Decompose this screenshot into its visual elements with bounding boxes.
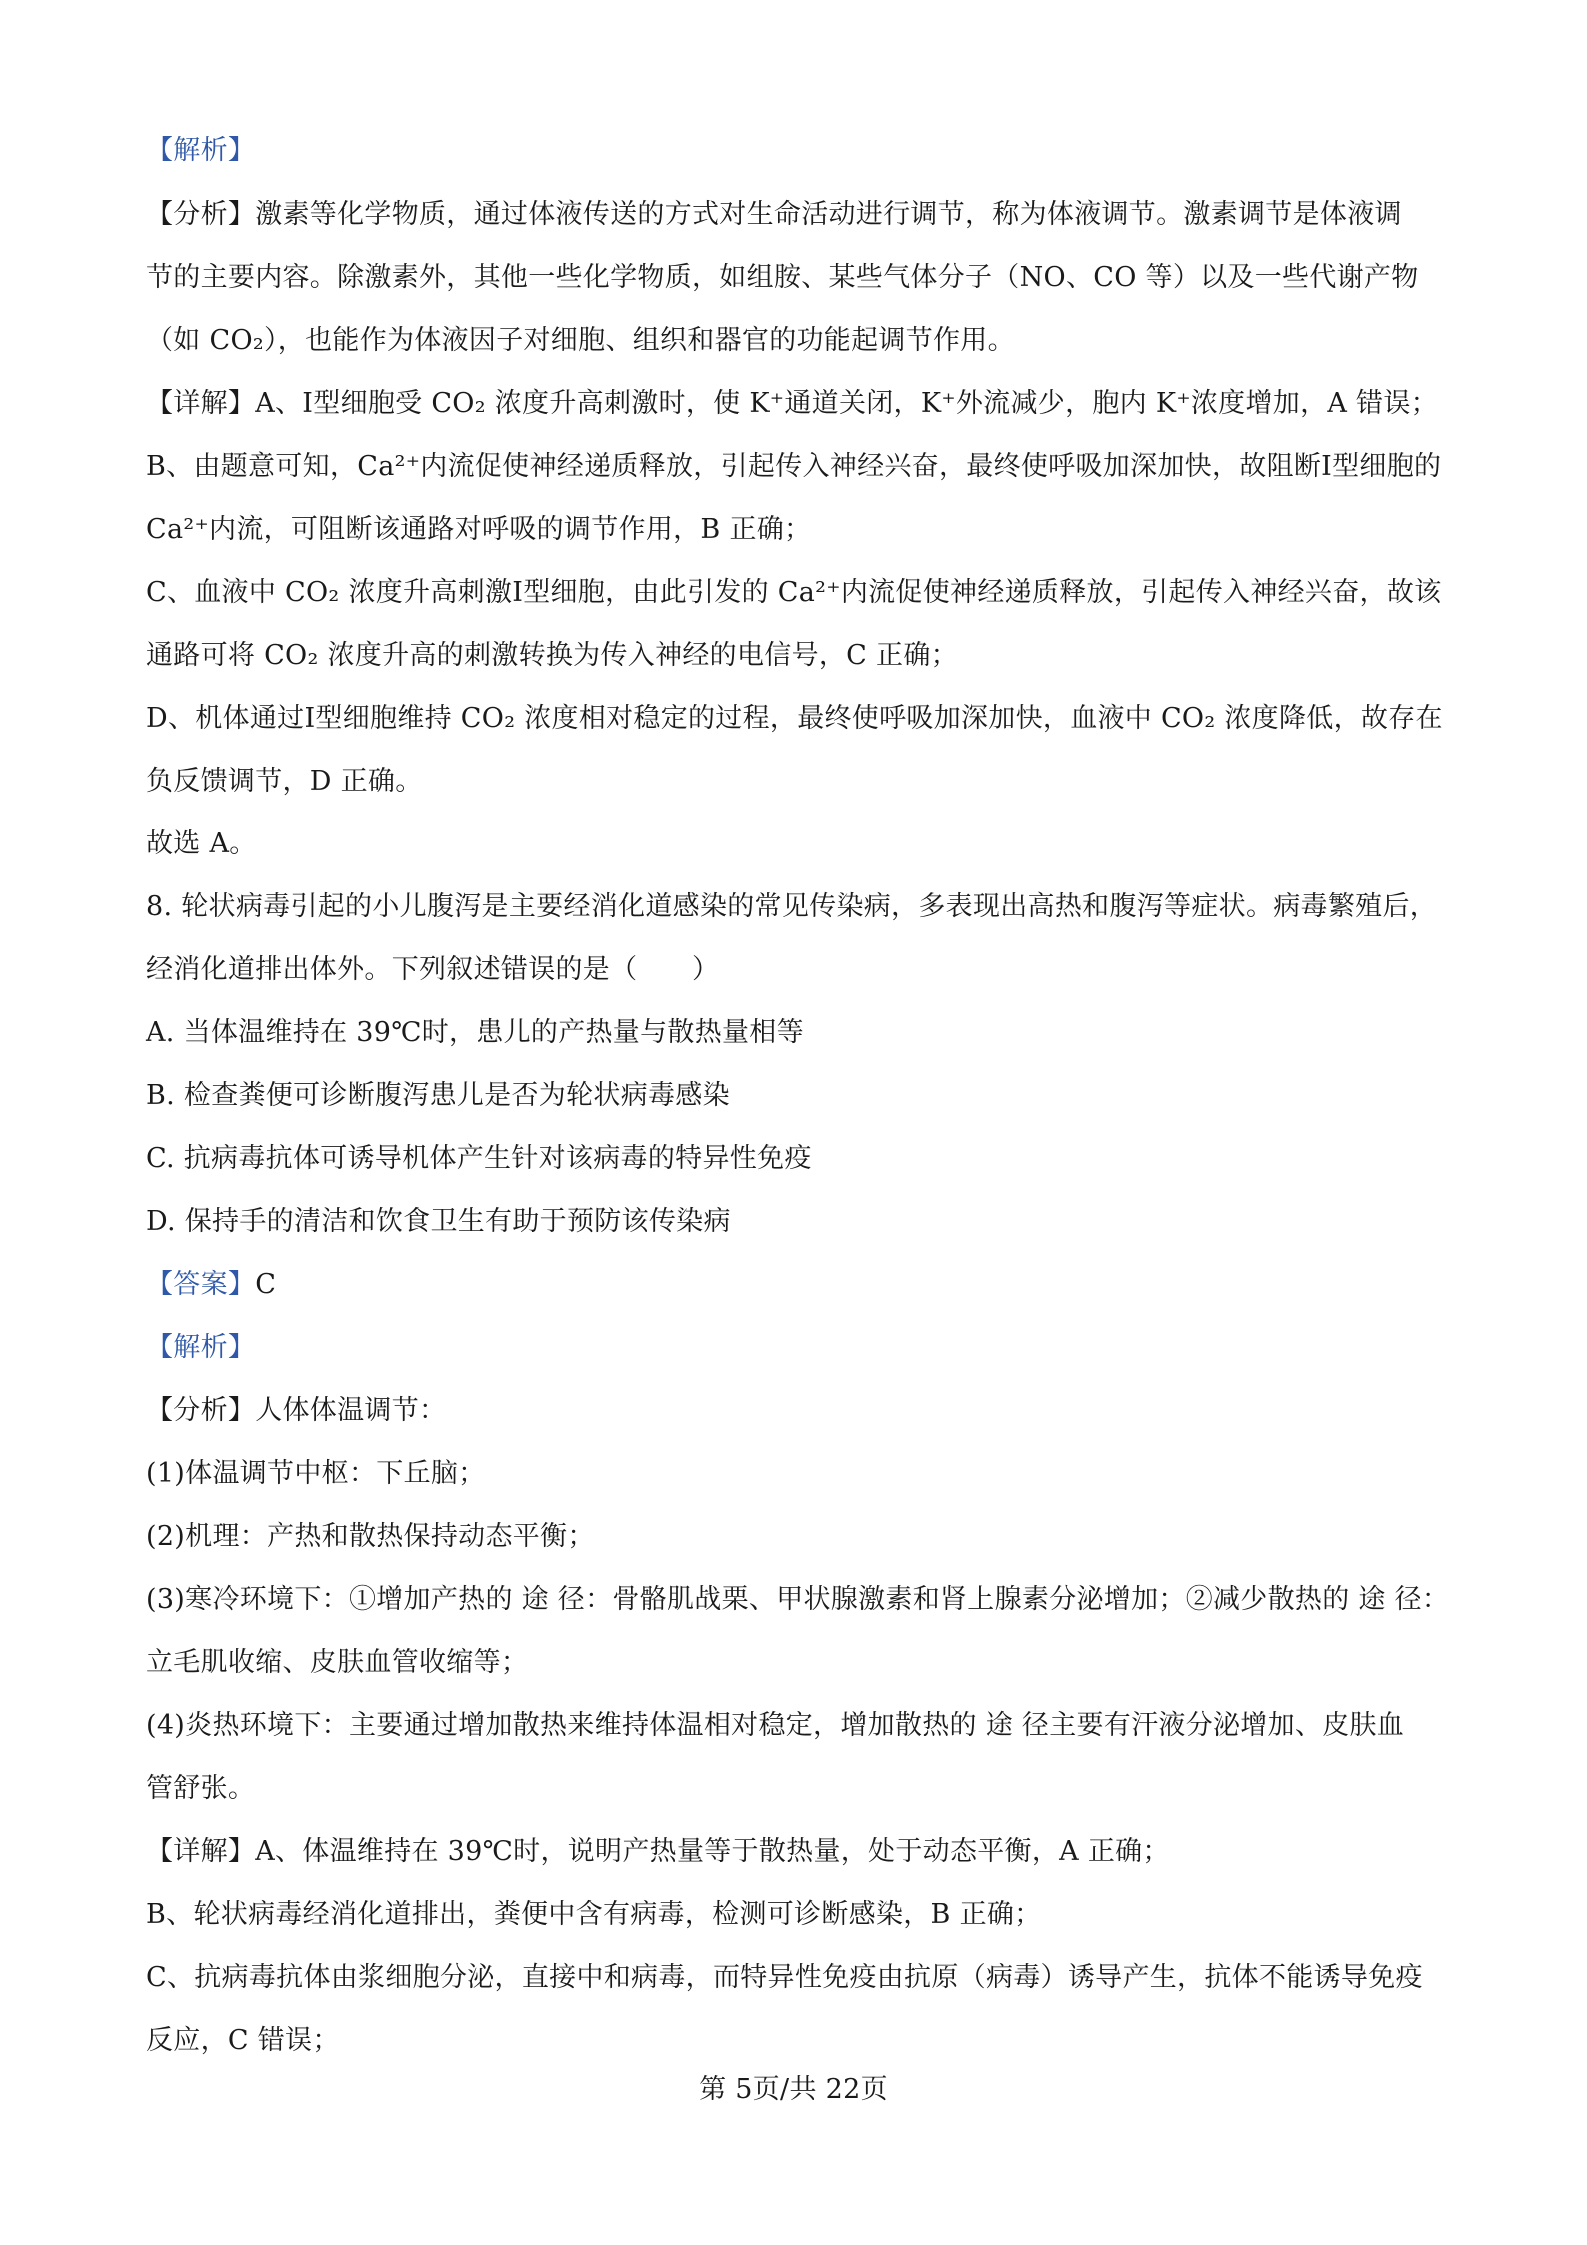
analysis-line-2: 节的主要内容。除激素外，其他一些化学物质，如组胺、某些气体分子（NO、CO 等）以及一些代谢产物: [146, 262, 1419, 293]
detail2-line-c1: C、抗病毒抗体由浆细胞分泌，直接中和病毒，而特异性免疫由抗原（病毒）诱导产生，抗体不能诱导免疫: [146, 1962, 1423, 1993]
analysis-line-3: （如 CO₂），也能作为体液因子对细胞、组织和器官的功能起调节作用。: [146, 325, 1015, 356]
detail2-line-b: B、轮状病毒经消化道排出，粪便中含有病毒，检测可诊断感染，B 正确；: [146, 1899, 1042, 1930]
detail-line-b2: Ca²⁺内流，可阻断该通路对呼吸的调节作用，B 正确；: [146, 514, 812, 545]
option-c: C. 抗病毒抗体可诱导机体产生针对该病毒的特异性免疫: [146, 1143, 812, 1174]
option-a: A. 当体温维持在 39℃时，患儿的产热量与散热量相等: [146, 1017, 804, 1048]
answer-line: [146, 1267, 276, 1303]
section-tag-jiexi-2: 【解析】: [146, 1332, 256, 1363]
analysis2-line-4: (3)寒冷环境下：①增加产热的 途 径：骨骼肌战栗、甲状腺激素和肾上腺素分泌增加；②减少散热的 途 径：: [146, 1584, 1450, 1615]
analysis2-line-7: 管舒张。: [146, 1773, 256, 1804]
analysis2-line-1: 【分析】人体体温调节：: [146, 1395, 447, 1426]
answer-value: C: [255, 1269, 277, 1300]
analysis2-line-3: (2)机理：产热和散热保持动态平衡；: [146, 1521, 595, 1552]
detail-line-d1: D、机体通过I型细胞维持 CO₂ 浓度相对稳定的过程，最终使呼吸加深加快，血液中 CO₂ 浓度降低，故存在: [146, 703, 1443, 734]
analysis-line-1: 【分析】激素等化学物质，通过体液传送的方式对生命活动进行调节，称为体液调节。激素调节是体液调: [146, 199, 1402, 230]
option-d: D. 保持手的清洁和饮食卫生有助于预防该传染病: [146, 1206, 731, 1237]
detail-line-a: 【详解】A、I型细胞受 CO₂ 浓度升高刺激时，使 K⁺通道关闭，K⁺外流减少，胞内 K⁺浓度增加，A 错误；: [146, 388, 1438, 419]
detail2-line-a: 【详解】A、体温维持在 39℃时，说明产热量等于散热量，处于动态平衡，A 正确；: [146, 1836, 1170, 1867]
question-8-line-2: 经消化道排出体外。下列叙述错误的是（ ）: [146, 954, 720, 985]
option-b: B. 检查粪便可诊断腹泻患儿是否为轮状病毒感染: [146, 1080, 730, 1111]
detail-line-d2: 负反馈调节，D 正确。: [146, 766, 423, 797]
detail-line-b1: B、由题意可知，Ca²⁺内流促使神经递质释放，引起传入神经兴奋，最终使呼吸加深加快，故阻断I型细胞的: [146, 451, 1442, 482]
detail-line-c1: C、血液中 CO₂ 浓度升高刺激I型细胞，由此引发的 Ca²⁺内流促使神经递质释放，引起传入神经兴奋，故该: [146, 577, 1442, 608]
analysis2-line-2: (1)体温调节中枢：下丘脑；: [146, 1458, 486, 1489]
detail2-line-c2: 反应，C 错误；: [146, 2025, 340, 2056]
analysis2-line-5: 立毛肌收缩、皮肤血管收缩等；: [146, 1647, 529, 1678]
detail-line-c2: 通路可将 CO₂ 浓度升高的刺激转换为传入神经的电信号，C 正确；: [146, 640, 958, 671]
page-footer: 第 5页/共 22页: [699, 2074, 888, 2105]
analysis2-line-6: (4)炎热环境下：主要通过增加散热来维持体温相对稳定，增加散热的 途 径主要有汗液分泌增加、皮肤血: [146, 1710, 1405, 1741]
answer-tag: 【答案】: [146, 1269, 256, 1300]
section-tag-jiexi: 【解析】: [146, 135, 256, 166]
question-8-line-1: 8. 轮状病毒引起的小儿腹泻是主要经消化道感染的常见传染病，多表现出高热和腹泻等症状。病毒繁殖后，: [146, 891, 1438, 922]
choice-line: 故选 A。: [146, 828, 257, 859]
